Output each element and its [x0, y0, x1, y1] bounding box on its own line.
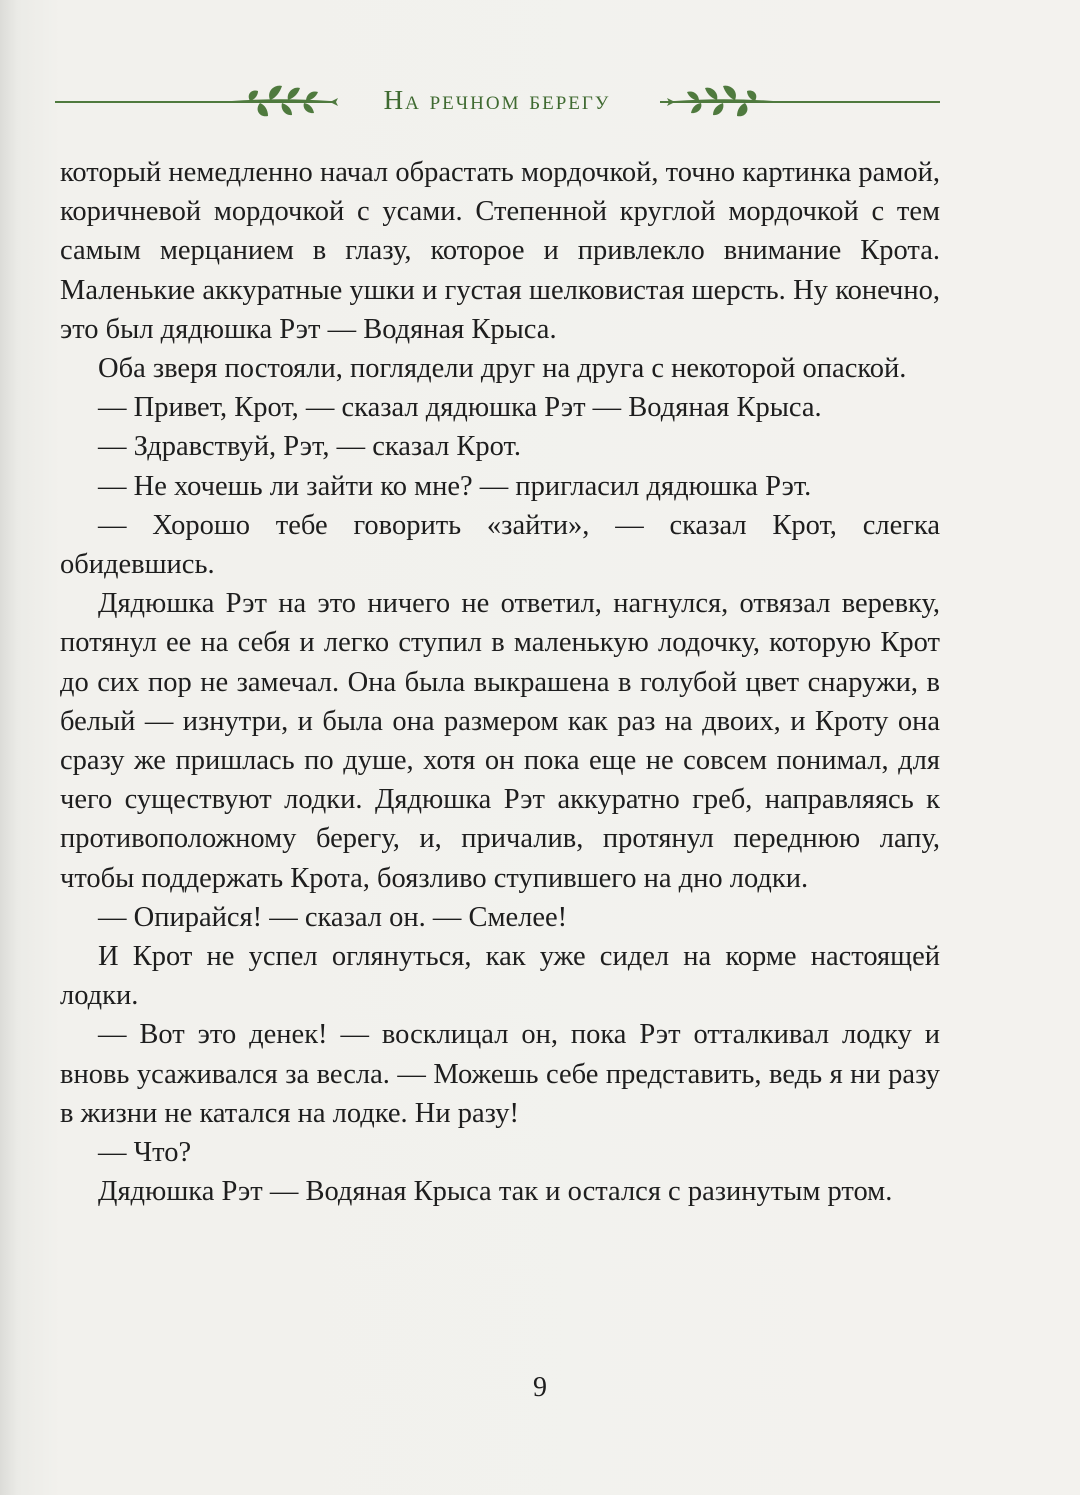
header-rule-right: [660, 101, 940, 103]
paragraph: который немедленно начал обрастать мордочкой, точно картинка рамой, коричневой мордочкой с усами. Степенной круглой мордочкой с тем самым мерцанием в глазу, которое и привлекло внимание Крота. Маленькие аккуратные ушки и густая шелковистая шерсть. Ну конечно, это был дядюшка Рэт — Водяная Крыса.: [60, 157, 940, 345]
leaf-sprig-left-icon: [230, 82, 340, 122]
chapter-title: На речном берегу: [383, 85, 611, 115]
paragraph: И Крот не успел оглянуться, как уже сидел на корме настоящей лодки.: [60, 941, 940, 1012]
paragraph: — Опирайся! — сказал он. — Смелее!: [98, 901, 568, 933]
running-header: [55, 80, 940, 120]
paragraph: Дядюшка Рэт — Водяная Крыса так и остался с разинутым ртом.: [98, 1176, 893, 1208]
paragraph: — Что?: [98, 1137, 192, 1169]
paragraph: Оба зверя постояли, поглядели друг на друга с некоторой опаской.: [98, 353, 907, 385]
page-number: 9: [533, 1372, 547, 1403]
paragraph: — Не хочешь ли зайти ко мне? — пригласил дядюшка Рэт.: [98, 470, 812, 502]
body-text: [60, 153, 940, 1211]
paragraph: — Вот это денек! — восклицал он, пока Рэт отталкивал лодку и вновь усаживался за весла. — Можешь себе представить, ведь я ни разу в жизни не катался на лодке. Ни разу!: [60, 1019, 940, 1129]
paragraph: — Хорошо тебе говорить «зайти», — сказал Крот, слегка обидевшись.: [60, 509, 940, 581]
paragraph: — Здравствуй, Рэт, — сказал Крот.: [98, 431, 521, 463]
paragraph: — Привет, Крот, — сказал дядюшка Рэт — Водяная Крыса.: [98, 392, 822, 424]
paragraph: Дядюшка Рэт на это ничего не ответил, нагнулся, отвязал веревку, потянул ее на себя и легко ступил в маленькую лодочку, которую Крот до сих пор не замечал. Она была выкрашена в голубой цвет снаружи, в белый — изнутри, и была она размером как раз на двоих, и Кроту она сразу же пришлась по душе, хотя он пока еще не совсем понимал, для чего существуют лодки. Дядюшка Рэт аккуратно греб, направляясь к противоположному берегу, и, причалив, протянул переднюю лапу, чтобы поддержать Крота, боязливо ступившего на дно лодки.: [60, 588, 940, 894]
